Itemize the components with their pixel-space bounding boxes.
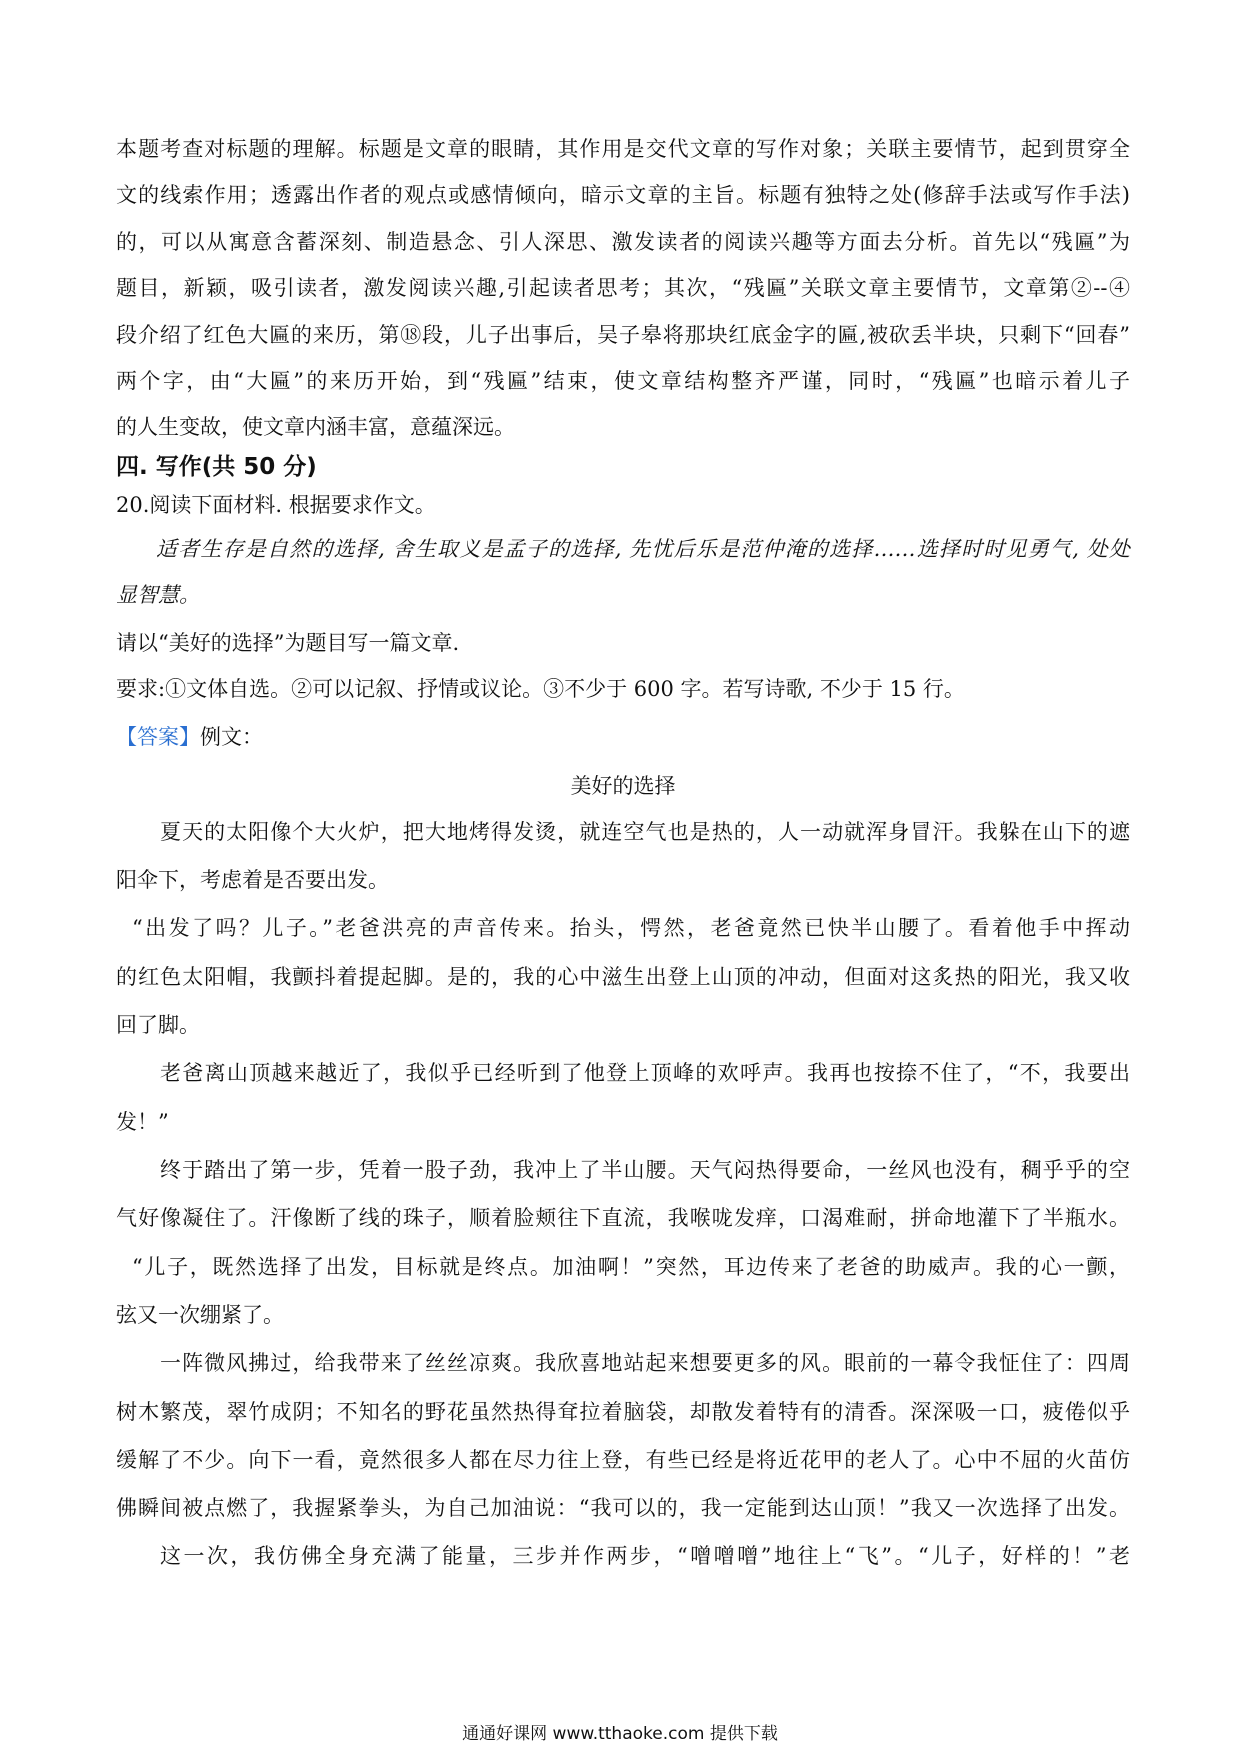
essay-line: 一阵微风拂过，给我带来了丝丝凉爽。我欣喜地站起来想要更多的风。眼前的一幕令我怔住了：四周 [160,1351,1130,1375]
essay-line: 发！” [116,1110,169,1134]
analysis-line: 两个字，由“大匾”的来历开始，到“残匾”结束，使文章结构整齐严谨，同时，“残匾”也暗示着儿子 [116,369,1130,393]
essay-line: “儿子，既然选择了出发，目标就是终点。加油啊！”突然，耳边传来了老爸的助威声。我的心一颤， [132,1255,1130,1279]
essay-line: 树木繁茂，翠竹成阴；不知名的野花虽然热得耷拉着脑袋，却散发着特有的清香。深深吸一口，疲倦似乎 [116,1400,1130,1424]
analysis-line: 本题考查对标题的理解。标题是文章的眼睛，其作用是交代文章的写作对象；关联主要情节，起到贯穿全 [116,137,1130,161]
essay-line: 这一次，我仿佛全身充满了能量，三步并作两步，“噌噌噌”地往上“飞”。“儿子，好样的！”老 [160,1544,1130,1568]
question-prompt: 请以“美好的选择”为题目写一篇文章. [116,631,460,655]
essay-line: 老爸离山顶越来越近了，我似乎已经听到了他登上顶峰的欢呼声。我再也按捺不住了，“不，我要出 [160,1061,1130,1085]
analysis-line: 的人生变故，使文章内涵丰富，意蕴深远。 [116,415,515,439]
analysis-line: 文的线索作用；透露出作者的观点或感情倾向，暗示文章的主旨。标题有独特之处(修辞手法或写作手法) [116,183,1130,207]
footer-credit: 通通好课网 www.tthaoke.com 提供下载 [462,1724,778,1744]
material-line: 显智慧。 [116,583,200,607]
answer-header [116,722,1130,752]
essay-line: 气好像凝住了。汗像断了线的珠子，顺着脸颊往下直流，我喉咙发痒，口渴难耐，拼命地灌下了半瓶水。 [116,1206,1130,1230]
essay-line: 回了脚。 [116,1013,200,1037]
question-requirements: 要求:①文体自选。②可以记叙、抒情或议论。③不少于 600 字。若写诗歌, 不少于 15 行。 [116,677,965,701]
analysis-line: 题目，新颖，吸引读者，激发阅读兴趣,引起读者思考；其次，“残匾”关联文章主要情节，文章第②--④ [116,276,1130,300]
essay-line: “出发了吗？儿子。”老爸洪亮的声音传来。抬头，愕然，老爸竟然已快半山腰了。看着他手中挥动 [132,916,1130,940]
answer-label: 例文： [200,725,263,749]
essay-line: 阳伞下，考虑着是否要出发。 [116,868,389,892]
section-heading: 四. 写作(共 50 分) [116,454,317,480]
analysis-line: 的，可以从寓意含蓄深刻、制造悬念、引人深思、激发读者的阅读兴趣等方面去分析。首先以“残匾”为 [116,230,1130,254]
essay-line: 缓解了不少。向下一看，竟然很多人都在尽力往上登，有些已经是将近花甲的老人了。心中不屈的火苗仿 [116,1448,1130,1472]
essay-line: 佛瞬间被点燃了，我握紧拳头，为自己加油说：“我可以的，我一定能到达山顶！”我又一次选择了出发。 [116,1496,1130,1520]
essay-title: 美好的选择 [570,774,676,798]
essay-line: 的红色太阳帽，我颤抖着提起脚。是的，我的心中滋生出登上山顶的冲动，但面对这炙热的阳光，我又收 [116,965,1130,989]
question-number: 20.阅读下面材料. 根据要求作文。 [116,493,436,517]
answer-tag: 【答案】 [116,725,200,749]
analysis-line: 段介绍了红色大匾的来历，第⑱段，儿子出事后，吴子皋将那块红底金字的匾,被砍丢半块，只剩下“回春” [116,323,1130,347]
essay-line: 终于踏出了第一步，凭着一股子劲，我冲上了半山腰。天气闷热得要命，一丝风也没有，稠乎乎的空 [160,1158,1130,1182]
essay-line: 弦又一次绷紧了。 [116,1303,284,1327]
material-line: 适者生存是自然的选择, 舍生取义是孟子的选择, 先忧后乐是范仲淹的选择……选择时时见勇气, 处处 [156,537,1130,561]
essay-line: 夏天的太阳像个大火炉，把大地烤得发烫，就连空气也是热的，人一动就浑身冒汗。我躲在山下的遮 [160,820,1130,844]
